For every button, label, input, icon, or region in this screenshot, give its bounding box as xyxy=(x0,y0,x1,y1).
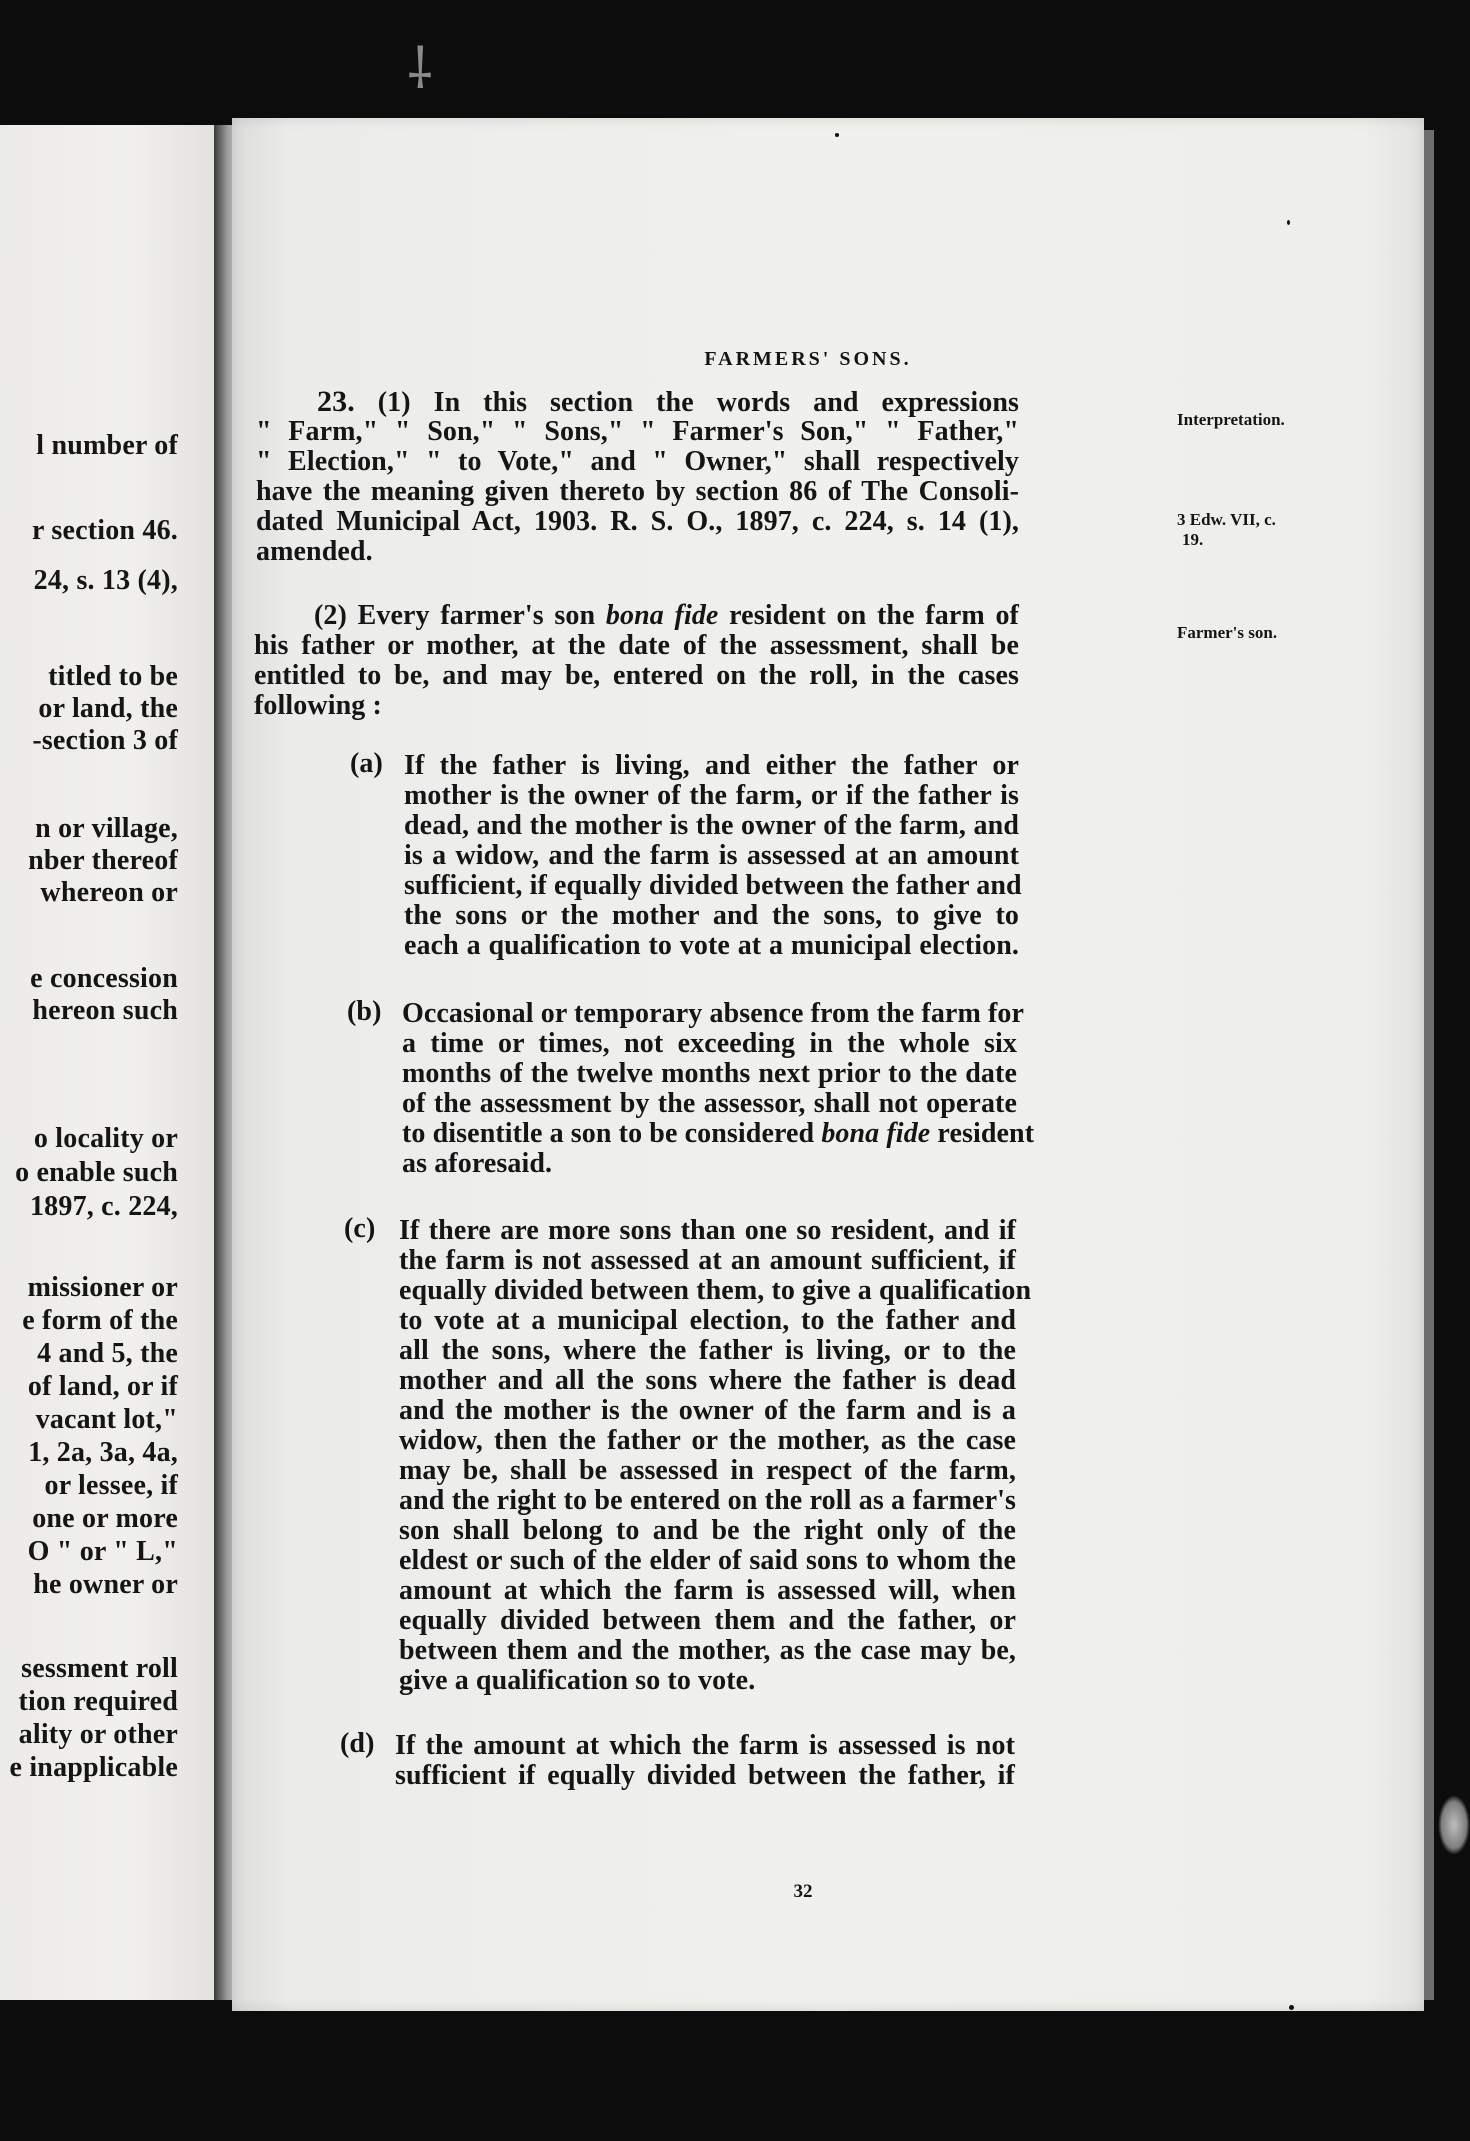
left-page-text: vacant lot," xyxy=(35,1404,178,1435)
margin-note-statute: 19. xyxy=(1182,530,1204,549)
bona-fide-italic: bona fide xyxy=(821,1118,931,1149)
clause-a-line: mother is the owner of the farm, or if the father is xyxy=(404,780,1019,811)
clause-c-line: and the right to be entered on the roll as a farmer's xyxy=(399,1485,1016,1516)
clause-c-line: If there are more sons than one so resident, and if xyxy=(399,1215,1016,1246)
left-page-text: one or more xyxy=(32,1503,178,1534)
clause-b-line: of the assessment by the assessor, shall not operate xyxy=(402,1088,1017,1119)
scan-speck xyxy=(835,133,839,137)
subsection-2-line: entitled to be, and may be, entered on the roll, in the cases xyxy=(254,660,1019,691)
clause-b-line xyxy=(402,1118,1035,1150)
scan-artifact-mark: ⸸ xyxy=(406,39,434,101)
clause-c-line: and the mother is the owner of the farm and is a xyxy=(399,1395,1016,1426)
clause-c-line: all the sons, where the father is living, or to the xyxy=(399,1335,1016,1366)
clause-a-label: (a) xyxy=(350,748,383,779)
clause-c-label: (c) xyxy=(344,1213,376,1244)
clause-b-line: Occasional or temporary absence from the farm for xyxy=(402,998,1025,1029)
clause-c-line: may be, shall be assessed in respect of the farm, xyxy=(399,1455,1016,1486)
clause-d-line: sufficient if equally divided between the father, if xyxy=(395,1760,1015,1791)
subsection-1-line: " Farm," " Son," " Sons," " Farmer's Son," " Father," xyxy=(256,416,1019,447)
left-page-text: -section 3 of xyxy=(32,725,178,756)
left-page-text: hereon such xyxy=(32,995,178,1026)
subsection-1-line: " Election," " to Vote," and " Owner," shall respectively xyxy=(256,446,1019,477)
page-number: 32 xyxy=(793,1881,813,1902)
clause-d-line: If the amount at which the farm is assessed is not xyxy=(395,1730,1015,1761)
subsection-2-text: resident on the farm of xyxy=(718,600,1019,631)
scan-speck xyxy=(1289,2005,1294,2010)
subsection-1-text: (1) In this section the words and expressions xyxy=(377,387,1020,418)
page-edge xyxy=(1424,130,1434,2000)
margin-note-statute: 3 Edw. VII, c. xyxy=(1177,510,1276,529)
clause-b-line: as aforesaid. xyxy=(402,1148,553,1179)
left-page-text: 1, 2a, 3a, 4a, xyxy=(28,1437,178,1468)
clause-a-line: sufficient, if equally divided between the father and xyxy=(404,870,1022,901)
subsection-2-line: following : xyxy=(254,690,382,721)
left-page-text: he owner or xyxy=(33,1569,178,1600)
subsection-1-line: amended. xyxy=(256,536,373,567)
left-page-text: o enable such xyxy=(15,1157,178,1188)
main-page xyxy=(232,118,1424,2011)
torn-page-corner xyxy=(1438,1795,1470,1855)
bona-fide-italic: bona fide xyxy=(605,600,719,631)
subsection-2-line xyxy=(314,600,1019,632)
left-page-text: e form of the xyxy=(22,1305,178,1336)
clause-c-line: the farm is not assessed at an amount sufficient, if xyxy=(399,1245,1016,1276)
previous-page-strip xyxy=(0,125,218,2000)
clause-b-line: a time or times, not exceeding in the whole six xyxy=(402,1028,1017,1059)
clause-c-line: equally divided between them and the father, or xyxy=(399,1605,1016,1636)
left-page-text: titled to be xyxy=(48,661,178,692)
left-page-text: tion required xyxy=(18,1686,178,1717)
left-page-text: missioner or xyxy=(27,1272,178,1303)
clause-c-line: widow, then the father or the mother, as the case xyxy=(399,1425,1016,1456)
left-page-text: O " or " L," xyxy=(27,1536,178,1567)
clause-a-line: dead, and the mother is the owner of the farm, and xyxy=(404,810,1019,841)
section-number: 23. xyxy=(317,385,355,418)
clause-c-line: son shall belong to and be the right only of the xyxy=(399,1515,1016,1546)
clause-c-line: eldest or such of the elder of said sons to whom the xyxy=(399,1545,1016,1576)
clause-c-line: give a qualification so to vote. xyxy=(399,1665,756,1696)
subsection-1-line xyxy=(317,386,1019,419)
left-page-text: n or village, xyxy=(35,813,178,844)
clause-c-line: amount at which the farm is assessed will, when xyxy=(399,1575,1016,1606)
left-page-text: or lessee, if xyxy=(44,1470,178,1501)
clause-a-line: the sons or the mother and the sons, to give to xyxy=(404,900,1019,931)
clause-c-line: mother and all the sons where the father is dead xyxy=(399,1365,1016,1396)
left-page-text: or land, the xyxy=(38,693,178,724)
left-page-text: 24, s. 13 (4), xyxy=(33,565,178,596)
clause-b-text: resident xyxy=(930,1118,1035,1149)
left-page-text: l number of xyxy=(36,430,178,461)
clause-b-line: months of the twelve months next prior to the date xyxy=(402,1058,1017,1089)
left-page-text: r section 46. xyxy=(32,515,178,546)
margin-note-interpretation: Interpretation. xyxy=(1177,410,1285,429)
left-page-text: sessment roll xyxy=(21,1653,178,1684)
subsection-2-text: (2) Every farmer's son xyxy=(314,600,606,631)
clause-b-label: (b) xyxy=(347,996,382,1027)
left-page-text: e concession xyxy=(30,963,178,994)
left-page-text: of land, or if xyxy=(27,1371,178,1402)
subsection-2-line: his father or mother, at the date of the assessment, shall be xyxy=(254,630,1019,661)
clause-d-label: (d) xyxy=(340,1728,375,1759)
clause-c-line: to vote at a municipal election, to the father and xyxy=(399,1305,1016,1336)
left-page-text: nber thereof xyxy=(28,845,178,876)
left-page-text: o locality or xyxy=(33,1123,178,1154)
left-page-text: e inapplicable xyxy=(9,1752,178,1783)
section-heading: FARMERS' SONS. xyxy=(704,348,912,370)
clause-a-line: each a qualification to vote at a municipal election. xyxy=(404,930,1019,961)
margin-note-farmers-son: Farmer's son. xyxy=(1177,623,1278,642)
left-page-text: ality or other xyxy=(18,1719,178,1750)
subsection-1-line: dated Municipal Act, 1903. R. S. O., 1897, c. 224, s. 14 (1), xyxy=(256,506,1019,537)
left-page-text: 1897, c. 224, xyxy=(29,1191,178,1222)
clause-c-line: between them and the mother, as the case may be, xyxy=(399,1635,1016,1666)
clause-a-line: If the father is living, and either the father or xyxy=(404,750,1019,781)
left-page-text: whereon or xyxy=(40,877,178,908)
clause-b-text: to disentitle a son to be considered xyxy=(402,1118,822,1149)
clause-c-line: equally divided between them, to give a qualification xyxy=(399,1275,1032,1306)
left-page-text: 4 and 5, the xyxy=(37,1338,178,1369)
clause-a-line: is a widow, and the farm is assessed at an amount xyxy=(404,840,1019,871)
scan-speck xyxy=(1287,220,1290,225)
subsection-1-line: have the meaning given thereto by section 86 of The Consoli- xyxy=(256,476,1019,507)
